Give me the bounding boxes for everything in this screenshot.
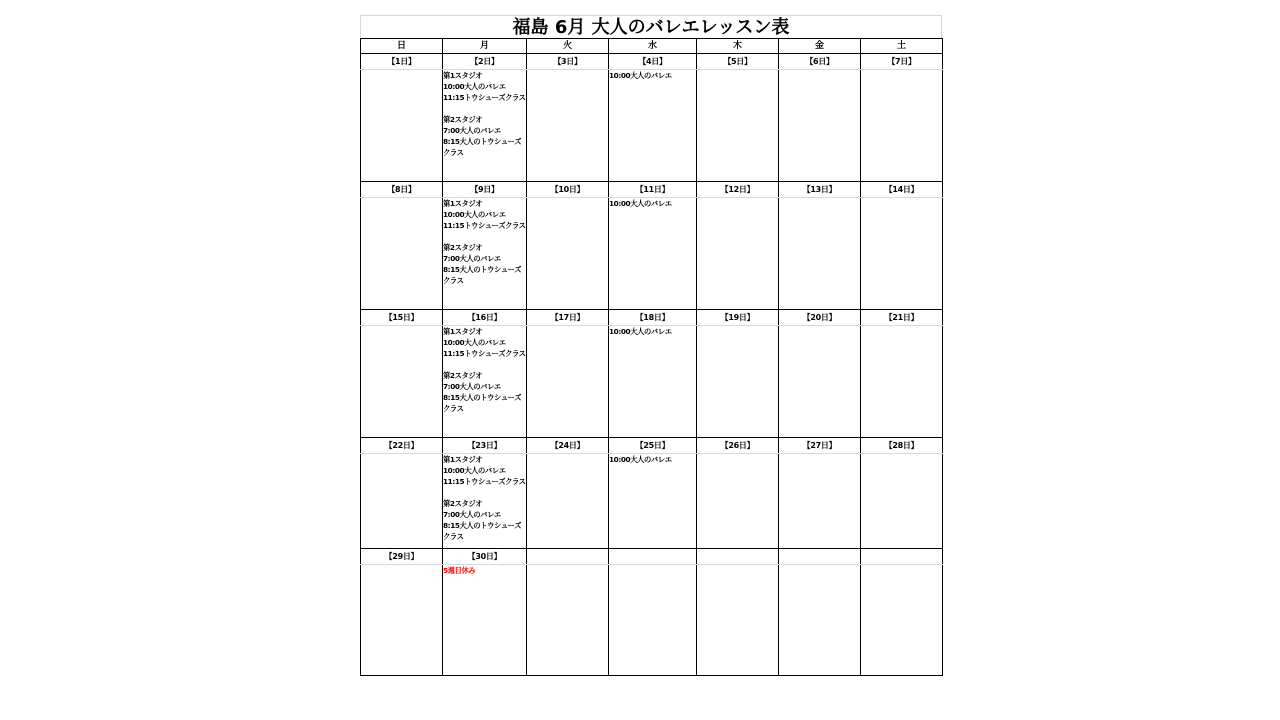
date-cell: 【23日】 xyxy=(443,438,527,454)
lesson-entry: 第1スタジオ xyxy=(443,455,483,464)
lesson-entry: 11:15トウシューズクラス xyxy=(443,93,526,102)
schedule-row xyxy=(361,454,943,549)
lesson-schedule-sheet xyxy=(360,15,942,678)
lesson-entry: 第1スタジオ xyxy=(443,71,483,80)
date-cell xyxy=(697,549,779,565)
lesson-entry: 7:00大人のバレエ xyxy=(443,254,501,263)
day-cell xyxy=(361,326,443,438)
day-cell xyxy=(361,70,443,182)
date-cell: 【6日】 xyxy=(779,54,861,70)
date-cell xyxy=(779,549,861,565)
day-cell xyxy=(861,198,943,310)
weekday-mon: 月 xyxy=(443,39,527,54)
date-cell: 【20日】 xyxy=(779,310,861,326)
lesson-entry: 第2スタジオ xyxy=(443,243,483,252)
day-cell xyxy=(697,198,779,310)
day-cell xyxy=(527,198,609,310)
date-cell: 【5日】 xyxy=(697,54,779,70)
wednesday-lessons xyxy=(609,454,697,549)
date-cell: 【25日】 xyxy=(609,438,697,454)
lesson-entry: 7:00大人のバレエ xyxy=(443,382,501,391)
lesson-entry: 10:00大人のバレエ xyxy=(443,338,506,347)
lesson-entry: 第1スタジオ xyxy=(443,199,483,208)
weekday-tue: 火 xyxy=(527,39,609,54)
monday-lessons xyxy=(443,70,527,182)
lesson-entry: 第1スタジオ xyxy=(443,327,483,336)
lesson-entry: 7:00大人のバレエ xyxy=(443,510,501,519)
lesson-entry: 7:00大人のバレエ xyxy=(443,126,501,135)
wednesday-lessons xyxy=(609,198,697,310)
day-cell xyxy=(697,326,779,438)
date-cell: 【1日】 xyxy=(361,54,443,70)
lesson-entry: 10:00大人のバレエ xyxy=(609,199,672,208)
date-cell xyxy=(609,549,697,565)
schedule-row xyxy=(361,198,943,310)
monday-lessons xyxy=(443,198,527,310)
lesson-entry: 11:15トウシューズクラス xyxy=(443,477,526,486)
day-cell xyxy=(527,70,609,182)
lesson-entry: 10:00大人のバレエ xyxy=(609,71,672,80)
day-cell xyxy=(527,454,609,549)
lesson-entry: 第2スタジオ xyxy=(443,499,483,508)
date-cell: 【21日】 xyxy=(861,310,943,326)
date-cell: 【30日】 xyxy=(443,549,527,565)
day-cell xyxy=(361,454,443,549)
date-cell: 【24日】 xyxy=(527,438,609,454)
day-cell xyxy=(527,326,609,438)
lesson-entry: 第2スタジオ xyxy=(443,115,483,124)
date-cell: 【8日】 xyxy=(361,182,443,198)
date-cell: 【13日】 xyxy=(779,182,861,198)
date-cell: 【18日】 xyxy=(609,310,697,326)
lesson-entry: 第2スタジオ xyxy=(443,371,483,380)
weekday-sun: 日 xyxy=(361,39,443,54)
date-cell: 【17日】 xyxy=(527,310,609,326)
monday-lessons xyxy=(443,565,527,676)
day-cell xyxy=(861,454,943,549)
wednesday-lessons xyxy=(609,326,697,438)
calendar-table xyxy=(360,38,943,676)
date-cell: 【2日】 xyxy=(443,54,527,70)
date-cell xyxy=(861,549,943,565)
lesson-entry: 10:00大人のバレエ xyxy=(609,327,672,336)
day-cell xyxy=(697,565,779,676)
day-cell xyxy=(527,565,609,676)
weekday-thu: 木 xyxy=(697,39,779,54)
date-cell: 【15日】 xyxy=(361,310,443,326)
weekday-sat: 土 xyxy=(861,39,943,54)
date-cell xyxy=(527,549,609,565)
day-cell xyxy=(779,454,861,549)
date-row xyxy=(361,549,943,565)
date-cell: 【19日】 xyxy=(697,310,779,326)
day-cell xyxy=(779,326,861,438)
date-cell: 【3日】 xyxy=(527,54,609,70)
date-cell: 【27日】 xyxy=(779,438,861,454)
closed-note: 5週目休み xyxy=(443,566,476,575)
day-cell xyxy=(861,70,943,182)
lesson-entry: 10:00大人のバレエ xyxy=(609,455,672,464)
lesson-entry: 8:15大人のトウシューズクラス xyxy=(443,393,522,413)
day-cell xyxy=(361,198,443,310)
day-cell xyxy=(779,565,861,676)
weekday-header-row xyxy=(361,39,943,54)
date-cell: 【7日】 xyxy=(861,54,943,70)
date-cell: 【29日】 xyxy=(361,549,443,565)
page-title: 福島 6月 大人のバレエレッスン表 xyxy=(360,15,942,38)
lesson-entry: 8:15大人のトウシューズクラス xyxy=(443,137,522,157)
lesson-entry: 10:00大人のバレエ xyxy=(443,210,506,219)
date-cell: 【28日】 xyxy=(861,438,943,454)
date-cell: 【22日】 xyxy=(361,438,443,454)
day-cell xyxy=(697,454,779,549)
wednesday-lessons xyxy=(609,70,697,182)
date-cell: 【26日】 xyxy=(697,438,779,454)
weekday-fri: 金 xyxy=(779,39,861,54)
lesson-entry: 8:15大人のトウシューズクラス xyxy=(443,521,522,541)
lesson-entry: 8:15大人のトウシューズクラス xyxy=(443,265,522,285)
date-cell: 【14日】 xyxy=(861,182,943,198)
day-cell xyxy=(779,198,861,310)
schedule-row xyxy=(361,70,943,182)
lesson-entry: 11:15トウシューズクラス xyxy=(443,221,526,230)
monday-lessons xyxy=(443,326,527,438)
date-cell: 【16日】 xyxy=(443,310,527,326)
day-cell xyxy=(609,565,697,676)
lesson-entry: 10:00大人のバレエ xyxy=(443,466,506,475)
lesson-entry: 11:15トウシューズクラス xyxy=(443,349,526,358)
day-cell xyxy=(861,326,943,438)
date-row xyxy=(361,310,943,326)
date-row xyxy=(361,182,943,198)
day-cell xyxy=(861,565,943,676)
date-cell: 【11日】 xyxy=(609,182,697,198)
date-row xyxy=(361,438,943,454)
lesson-entry: 10:00大人のバレエ xyxy=(443,82,506,91)
date-cell: 【12日】 xyxy=(697,182,779,198)
day-cell xyxy=(779,70,861,182)
date-row xyxy=(361,54,943,70)
schedule-row xyxy=(361,565,943,676)
date-cell: 【10日】 xyxy=(527,182,609,198)
day-cell xyxy=(361,565,443,676)
day-cell xyxy=(697,70,779,182)
monday-lessons xyxy=(443,454,527,549)
date-cell: 【9日】 xyxy=(443,182,527,198)
date-cell: 【4日】 xyxy=(609,54,697,70)
schedule-row xyxy=(361,326,943,438)
weekday-wed: 水 xyxy=(609,39,697,54)
